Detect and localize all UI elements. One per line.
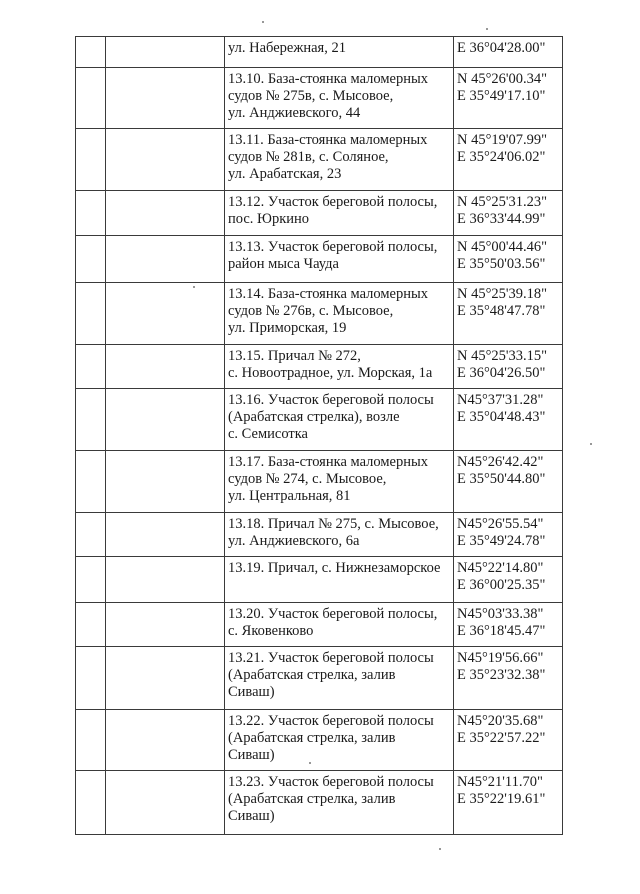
coordinates-cell xyxy=(454,283,563,345)
coordinate-line: N 45°25'31.23" xyxy=(457,194,548,210)
table-row xyxy=(76,191,563,236)
location-cell xyxy=(225,345,454,389)
table-row xyxy=(76,513,563,557)
coordinates-cell xyxy=(454,710,563,771)
coordinates-cell xyxy=(454,191,563,236)
table-row xyxy=(76,451,563,513)
number-cell xyxy=(76,37,106,68)
number-cell xyxy=(76,647,106,710)
name-cell xyxy=(106,345,225,389)
scan-speck xyxy=(590,443,592,445)
location-cell xyxy=(225,129,454,191)
location-line: (Арабатская стрелка), возле xyxy=(228,409,400,425)
name-cell xyxy=(106,603,225,647)
location-line: 13.17. База-стоянка маломерных xyxy=(228,454,428,470)
location-line: с. Новоотрадное, ул. Морская, 1а xyxy=(228,365,433,381)
location-line: с. Семисотка xyxy=(228,426,308,442)
coordinates-cell xyxy=(454,557,563,603)
coordinate-line: N 45°25'39.18" xyxy=(457,286,548,302)
name-cell xyxy=(106,68,225,129)
location-line: 13.13. Участок береговой полосы, xyxy=(228,239,438,255)
coordinate-line: E 35°48'47.78" xyxy=(457,303,546,319)
coordinates-cell xyxy=(454,451,563,513)
location-line: ул. Арабатская, 23 xyxy=(228,166,342,182)
table-row xyxy=(76,389,563,451)
coordinate-line: E 36°04'28.00" xyxy=(457,40,546,56)
location-cell xyxy=(225,603,454,647)
location-line: (Арабатская стрелка, залив xyxy=(228,791,396,807)
coordinate-line: N 45°00'44.46" xyxy=(457,239,548,255)
location-line: (Арабатская стрелка, залив xyxy=(228,730,396,746)
location-line: Сиваш) xyxy=(228,684,275,700)
location-line: с. Яковенково xyxy=(228,623,314,639)
coordinate-line: N45°26'55.54" xyxy=(457,516,544,532)
location-cell xyxy=(225,557,454,603)
location-line: 13.21. Участок береговой полосы xyxy=(228,650,434,666)
coordinates-cell xyxy=(454,513,563,557)
location-line: ул. Центральная, 81 xyxy=(228,488,351,504)
coordinate-line: N45°21'11.70" xyxy=(457,774,543,790)
location-line: район мыса Чауда xyxy=(228,256,339,272)
number-cell xyxy=(76,68,106,129)
table-row xyxy=(76,603,563,647)
location-cell xyxy=(225,236,454,283)
coordinate-line: E 35°23'32.38" xyxy=(457,667,546,683)
location-line: 13.23. Участок береговой полосы xyxy=(228,774,434,790)
scan-speck xyxy=(309,762,311,764)
coordinate-line: E 35°24'06.02" xyxy=(457,149,546,165)
name-cell xyxy=(106,771,225,835)
location-line: 13.14. База-стоянка маломерных xyxy=(228,286,428,302)
table-row xyxy=(76,37,563,68)
table-row xyxy=(76,283,563,345)
location-cell xyxy=(225,37,454,68)
location-line: 13.16. Участок береговой полосы xyxy=(228,392,434,408)
coordinate-line: E 35°50'03.56" xyxy=(457,256,546,272)
name-cell xyxy=(106,129,225,191)
location-line: Сиваш) xyxy=(228,747,275,763)
location-line: 13.12. Участок береговой полосы, xyxy=(228,194,438,210)
location-cell xyxy=(225,647,454,710)
coordinate-line: N45°22'14.80" xyxy=(457,560,544,576)
location-cell xyxy=(225,389,454,451)
location-cell xyxy=(225,710,454,771)
location-cell xyxy=(225,191,454,236)
coordinate-line: E 35°49'24.78" xyxy=(457,533,546,549)
name-cell xyxy=(106,513,225,557)
scan-speck xyxy=(439,848,441,850)
table-row xyxy=(76,68,563,129)
number-cell xyxy=(76,557,106,603)
number-cell xyxy=(76,603,106,647)
location-line: судов № 275в, с. Мысовое, xyxy=(228,88,394,104)
location-line: ул. Набережная, 21 xyxy=(228,40,346,56)
table-row xyxy=(76,345,563,389)
number-cell xyxy=(76,710,106,771)
coordinate-line: N45°26'42.42" xyxy=(457,454,544,470)
locations-table xyxy=(75,36,563,835)
table-row xyxy=(76,647,563,710)
location-line: 13.15. Причал № 272, xyxy=(228,348,361,364)
location-line: ул. Анджиевского, 44 xyxy=(228,105,361,121)
name-cell xyxy=(106,389,225,451)
location-cell xyxy=(225,513,454,557)
name-cell xyxy=(106,647,225,710)
scan-speck xyxy=(486,28,488,30)
coordinate-line: N45°20'35.68" xyxy=(457,713,544,729)
coordinate-line: E 35°22'19.61" xyxy=(457,791,546,807)
table-row xyxy=(76,129,563,191)
coordinate-line: E 36°04'26.50" xyxy=(457,365,546,381)
location-line: Сиваш) xyxy=(228,808,275,824)
name-cell xyxy=(106,283,225,345)
coordinate-line: E 35°04'48.43" xyxy=(457,409,546,425)
location-line: 13.18. Причал № 275, с. Мысовое, xyxy=(228,516,439,532)
table-row xyxy=(76,557,563,603)
coordinates-cell xyxy=(454,345,563,389)
location-line: (Арабатская стрелка, залив xyxy=(228,667,396,683)
coordinates-cell xyxy=(454,37,563,68)
coordinates-cell xyxy=(454,389,563,451)
table-row xyxy=(76,236,563,283)
scan-speck xyxy=(193,286,195,288)
location-cell xyxy=(225,451,454,513)
location-cell xyxy=(225,771,454,835)
table-row xyxy=(76,771,563,835)
name-cell xyxy=(106,37,225,68)
name-cell xyxy=(106,451,225,513)
name-cell xyxy=(106,710,225,771)
location-cell xyxy=(225,283,454,345)
location-line: ул. Анджиевского, 6а xyxy=(228,533,360,549)
number-cell xyxy=(76,191,106,236)
number-cell xyxy=(76,451,106,513)
coordinates-cell xyxy=(454,771,563,835)
coordinates-cell xyxy=(454,68,563,129)
coordinate-line: E 35°50'44.80" xyxy=(457,471,546,487)
coordinate-line: E 36°33'44.99" xyxy=(457,211,546,227)
number-cell xyxy=(76,771,106,835)
number-cell xyxy=(76,283,106,345)
coordinate-line: N 45°26'00.34" xyxy=(457,71,548,87)
coordinate-line: E 36°18'45.47" xyxy=(457,623,546,639)
coordinates-cell xyxy=(454,236,563,283)
coordinates-cell xyxy=(454,603,563,647)
location-line: 13.11. База-стоянка маломерных xyxy=(228,132,428,148)
coordinate-line: E 35°22'57.22" xyxy=(457,730,546,746)
coordinate-line: N45°37'31.28" xyxy=(457,392,544,408)
location-line: 13.22. Участок береговой полосы xyxy=(228,713,434,729)
table-row xyxy=(76,710,563,771)
scan-speck xyxy=(262,21,264,23)
number-cell xyxy=(76,389,106,451)
coordinate-line: N 45°25'33.15" xyxy=(457,348,548,364)
coordinate-line: N45°19'56.66" xyxy=(457,650,544,666)
location-line: судов № 276в, с. Мысовое, xyxy=(228,303,394,319)
coordinate-line: N45°03'33.38" xyxy=(457,606,544,622)
location-line: пос. Юркино xyxy=(228,211,310,227)
location-line: ул. Приморская, 19 xyxy=(228,320,347,336)
location-line: 13.20. Участок береговой полосы, xyxy=(228,606,438,622)
table-body xyxy=(76,37,563,835)
name-cell xyxy=(106,236,225,283)
coordinate-line: E 36°00'25.35" xyxy=(457,577,546,593)
name-cell xyxy=(106,191,225,236)
number-cell xyxy=(76,513,106,557)
coordinates-cell xyxy=(454,129,563,191)
number-cell xyxy=(76,129,106,191)
number-cell xyxy=(76,236,106,283)
location-line: 13.19. Причал, с. Нижнезаморское xyxy=(228,560,441,576)
coordinate-line: E 35°49'17.10" xyxy=(457,88,546,104)
location-line: 13.10. База-стоянка маломерных xyxy=(228,71,428,87)
location-line: судов № 274, с. Мысовое, xyxy=(228,471,387,487)
name-cell xyxy=(106,557,225,603)
location-line: судов № 281в, с. Соляное, xyxy=(228,149,389,165)
number-cell xyxy=(76,345,106,389)
location-cell xyxy=(225,68,454,129)
coordinate-line: N 45°19'07.99" xyxy=(457,132,548,148)
coordinates-cell xyxy=(454,647,563,710)
